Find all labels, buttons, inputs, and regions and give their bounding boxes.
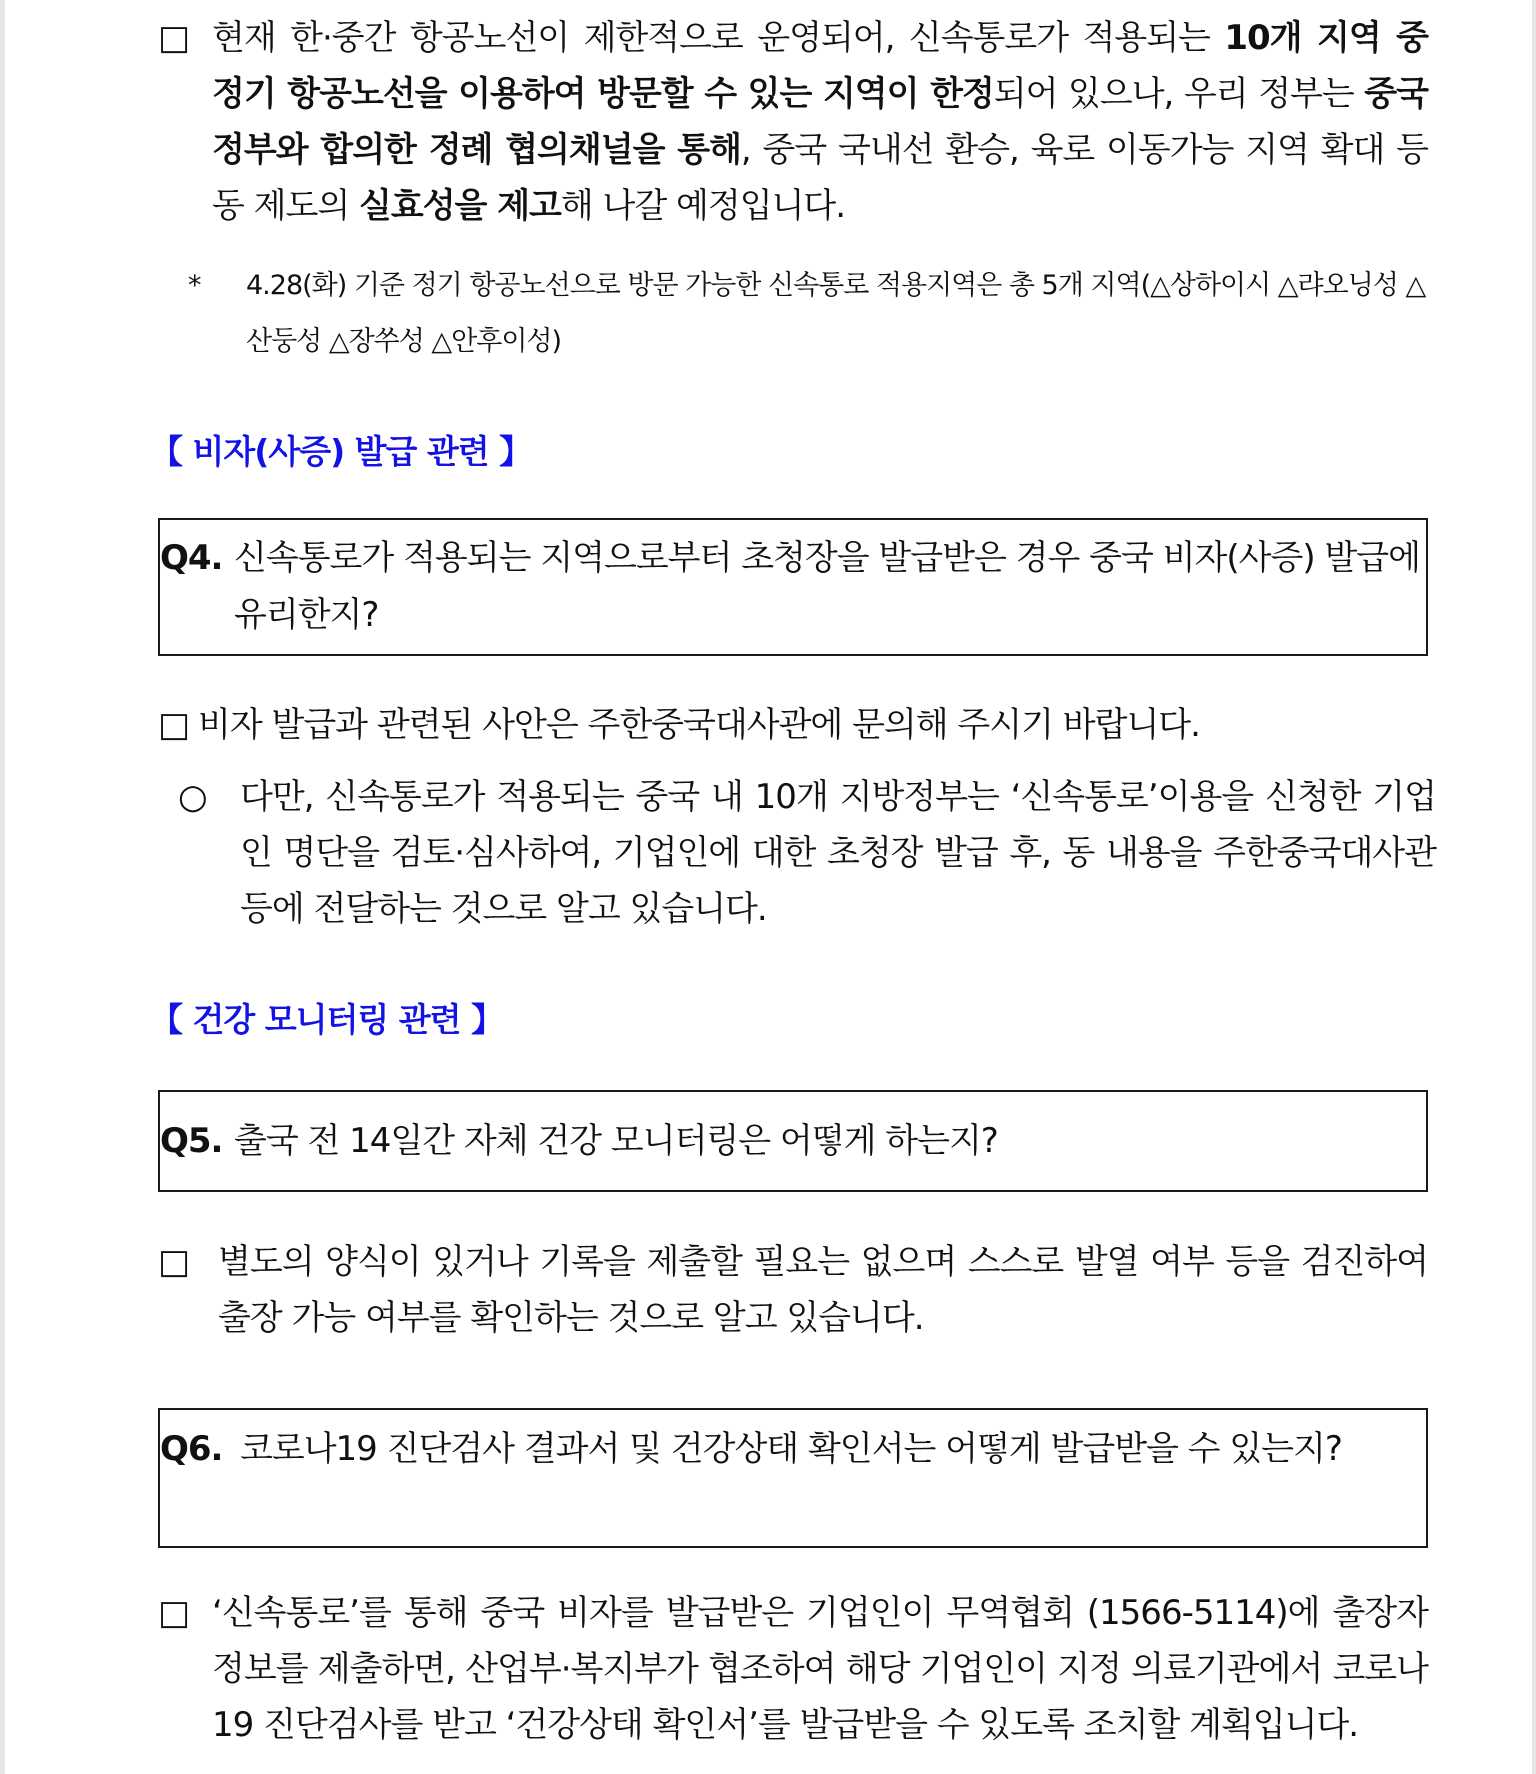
circle-bullet: ○ [178,777,207,817]
answer-q5-text: 별도의 양식이 있거나 기록을 제출할 필요는 없으며 스스로 발열 여부 등을 검진하여 출장 가능 여부를 확인하는 것으로 알고 있습니다. [218,1242,1428,1338]
page-left-rule [0,0,5,1774]
footnote-asterisk: * [188,270,201,301]
answer-q6 [158,1585,1428,1753]
footnote [188,258,1436,370]
intro-emphasis-2: 중국 정부와 합의한 정례 협의채널을 통해 [212,74,1428,170]
section-heading-health: 【 건강 모니터링 관련 】 [150,1000,503,1039]
answer-q4-detail [178,769,1436,937]
intro-emphasis-3: 실효성을 제고 [359,186,561,226]
question-q6 [160,1421,1420,1478]
checkbox-marker: □ [158,1593,190,1633]
checkbox-marker: □ [158,1242,190,1282]
checkbox-marker: □ [158,705,190,745]
intro-emphasis-1: 10개 지역 중 정기 항공노선을 이용하여 방문할 수 있는 지역이 한정 [212,18,1428,114]
answer-q5 [158,1234,1428,1346]
question-number-q6: Q6. [160,1429,223,1469]
question-q4 [160,530,1420,644]
question-q5 [160,1113,1420,1170]
intro-text-4: 해 나갈 예정입니다. [560,186,846,226]
intro-text-3: , 중국 국내선 환승, 육로 이동가능 지역 확대 등 동 제도의 [212,130,1428,226]
intro-text-1: 현재 한·중간 항공노선이 제한적으로 운영되어, 신속통로가 적용되는 [212,18,1225,58]
section-heading-visa: 【 비자(사증) 발급 관련 】 [150,432,532,471]
footnote-text: 4.28(화) 기준 정기 항공노선으로 방문 가능한 신속통로 적용지역은 총 5개 지역(△상하이시 △랴오닝성 △산둥성 △장쑤성 △안후이성) [246,270,1426,357]
question-number-q4: Q4. [160,538,223,578]
question-number-q5: Q5. [160,1121,223,1161]
question-text-q6: 코로나19 진단검사 결과서 및 건강상태 확인서는 어떻게 발급받을 수 있는지? [240,1429,1342,1469]
question-text-q4: 신속통로가 적용되는 지역으로부터 초청장을 발급받은 경우 중국 비자(사증) 발급에 유리한지? [234,538,1420,635]
intro-paragraph [158,10,1428,234]
answer-q4-text: 비자 발급과 관련된 사안은 주한중국대사관에 문의해 주시기 바랍니다. [198,705,1200,745]
answer-q4 [158,697,1428,753]
page-right-rule [1532,0,1536,1774]
question-text-q5: 출국 전 14일간 자체 건강 모니터링은 어떻게 하는지? [234,1121,998,1161]
checkbox-marker: □ [158,18,190,58]
intro-text-2: 되어 있으나, 우리 정부는 [993,74,1365,114]
answer-q6-text: ‘신속통로’를 통해 중국 비자를 발급받은 기업인이 무역협회 (1566-5114)에 출장자 정보를 제출하면, 산업부·복지부가 협조하여 해당 기업인이 지정 의료기관에서 코로나19 진단검사를 받고 ‘건강상태 확인서’를 발급받을 수 있도록 조치할 계획입니다. [212,1593,1428,1745]
answer-q4-detail-text: 다만, 신속통로가 적용되는 중국 내 10개 지방정부는 ‘신속통로’이용을 신청한 기업인 명단을 검토·심사하여, 기업인에 대한 초청장 발급 후, 동 내용을 주한중국대사관 등에 전달하는 것으로 알고 있습니다. [240,777,1436,929]
